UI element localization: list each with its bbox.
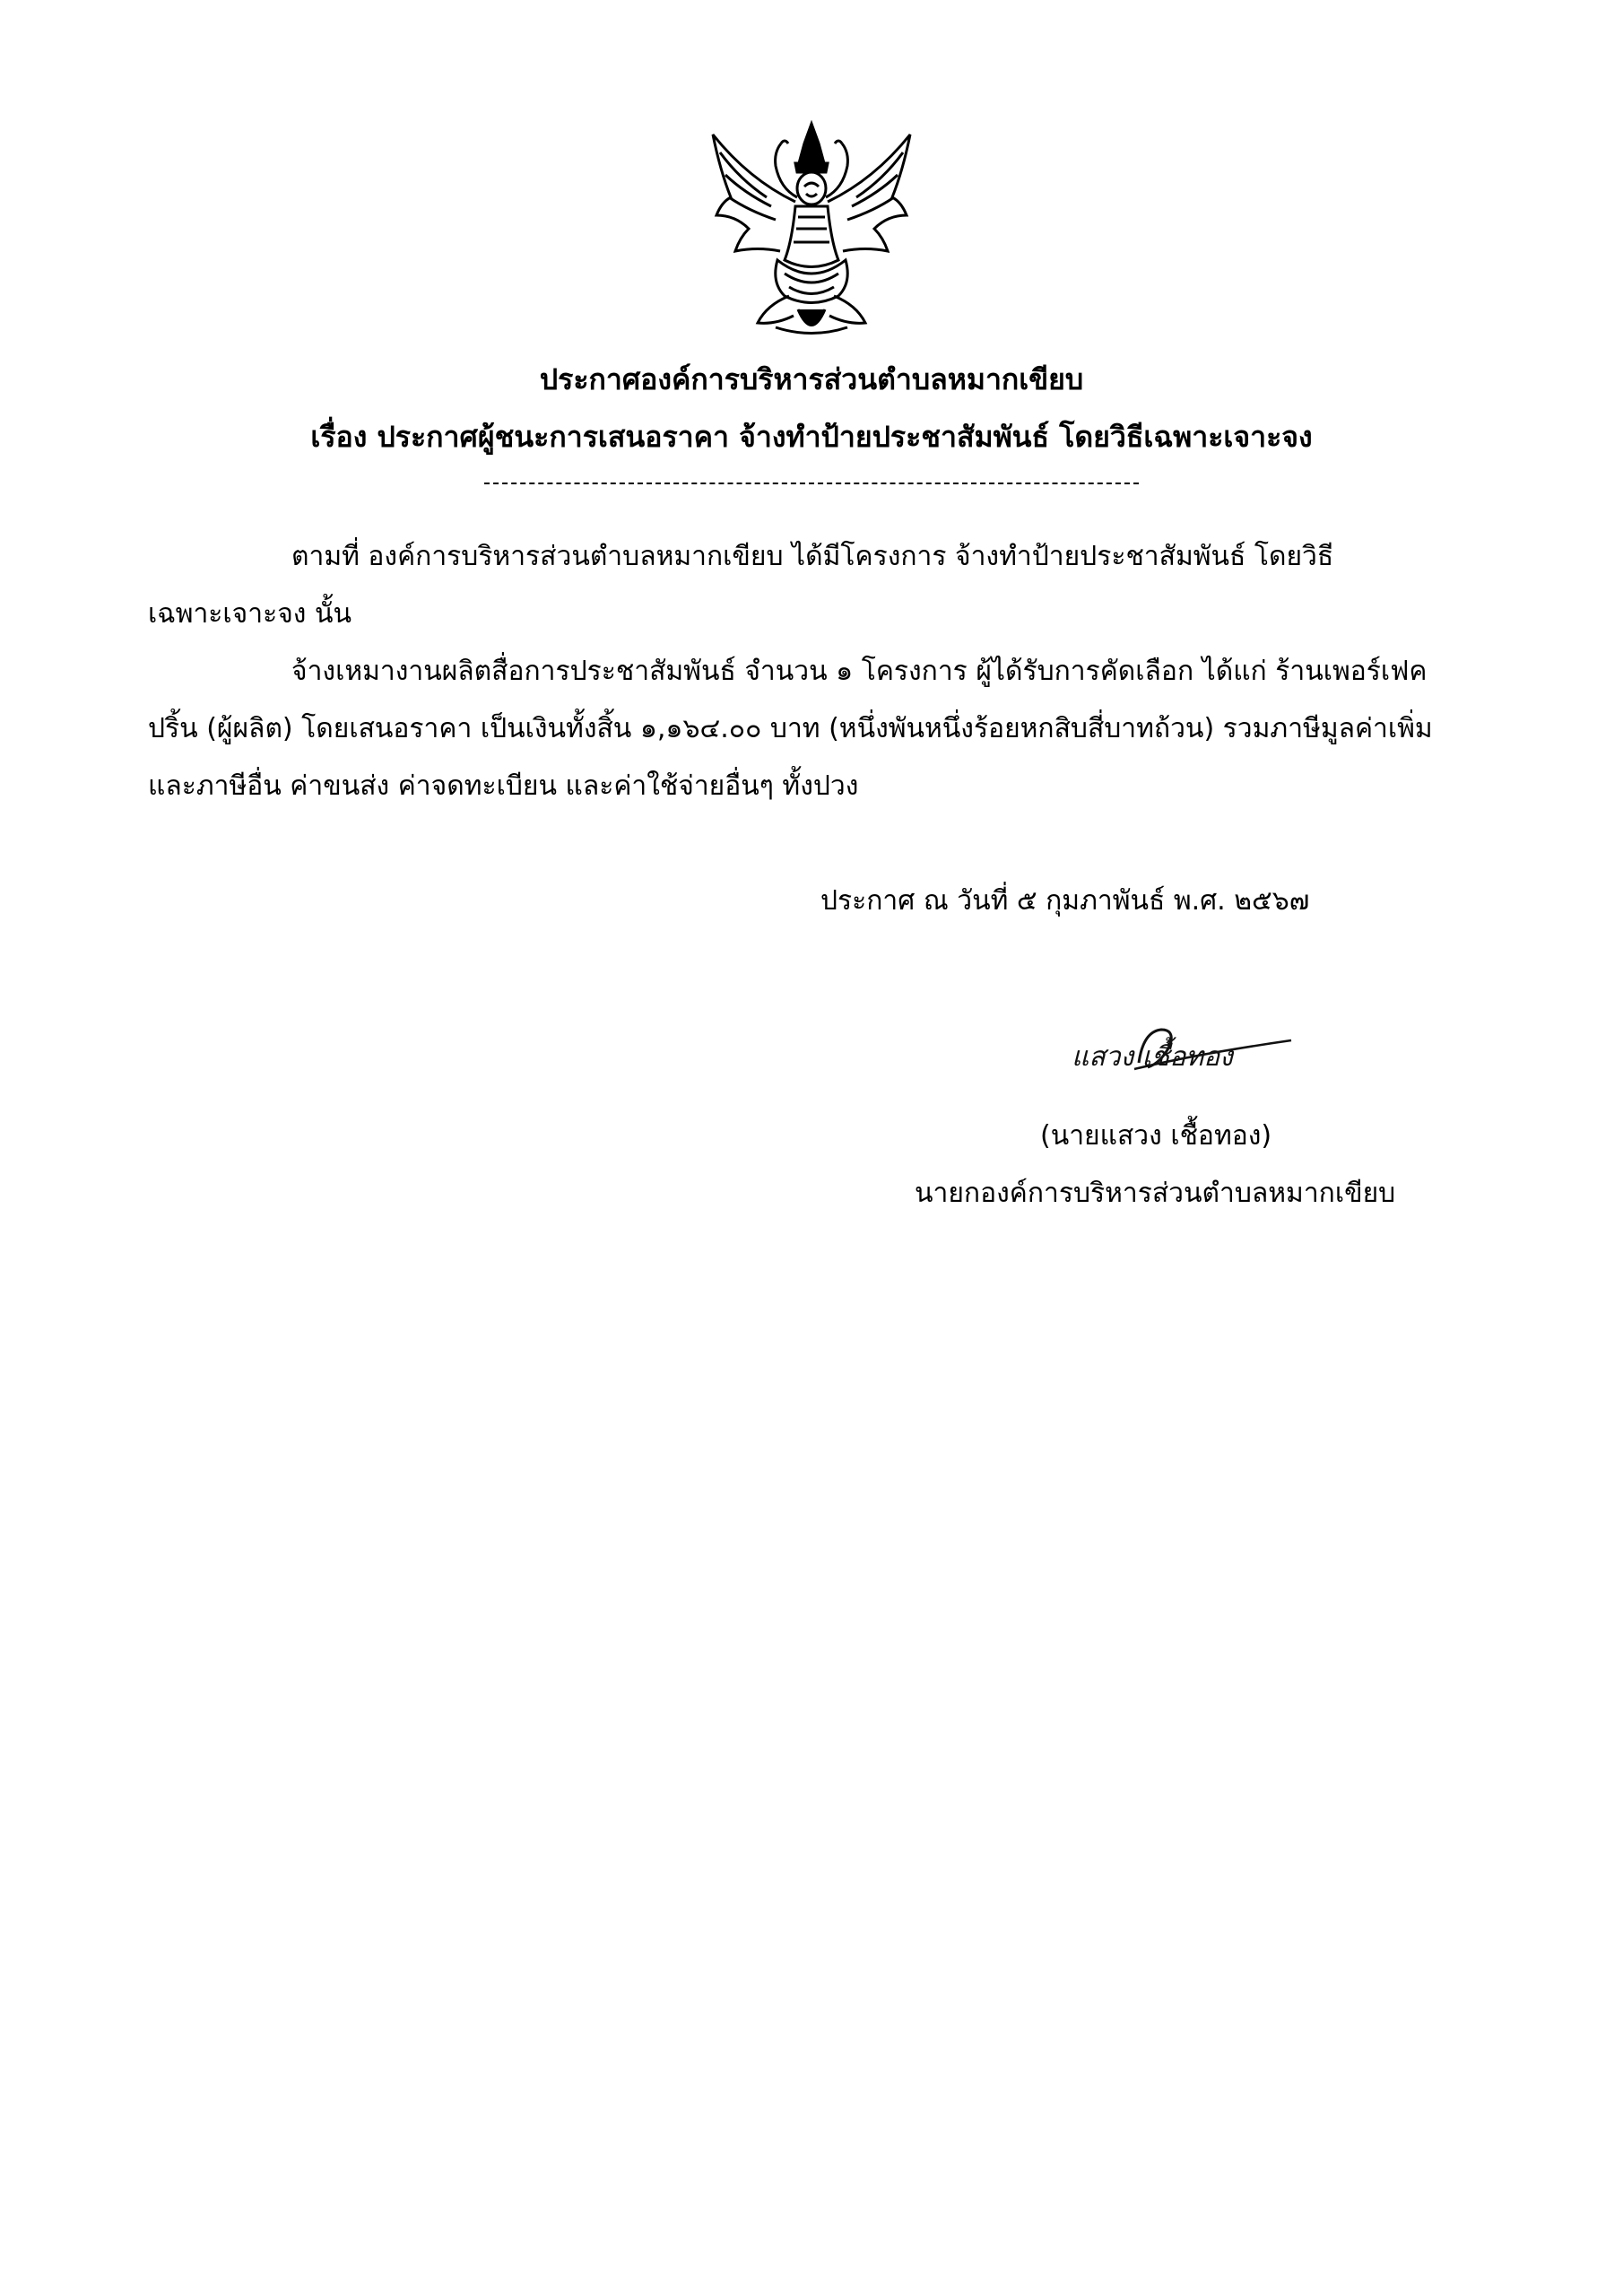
signer-position: นายกองค์การบริหารส่วนตำบลหมากเขียบ [915,1178,1396,1209]
paragraph-1-line-2: เฉพาะเจาะจง นั้น [148,598,352,630]
garuda-emblem-icon [695,117,928,345]
paragraph-2-line-2: ปริ้น (ผู้ผลิต) โดยเสนอราคา เป็นเงินทั้งสิ้น ๑,๑๖๔.๐๐ บาท (หนึ่งพันหนึ่งร้อยหกสิบสี่บาทถ้วน) รวมภาษีมูลค่าเพิ่ม [148,713,1433,744]
paragraph-2-line-1: จ้างเหมางานผลิตสื่อการประชาสัมพันธ์ จำนวน ๑ โครงการ ผู้ได้รับการคัดเลือก ได้แก่ ร้านเพอร์เฟค [291,656,1428,687]
paragraph-2-line-3: และภาษีอื่น ค่าขนส่ง ค่าจดทะเบียน และค่าใช้จ่ายอื่นๆ ทั้งปวง [148,770,859,802]
announcement-subject: เรื่อง ประกาศผู้ชนะการเสนอราคา จ้างทำป้ายประชาสัมพันธ์ โดยวิธีเฉพาะเจาะจง [310,420,1313,454]
paragraph-1-line-1: ตามที่ องค์การบริหารส่วนตำบลหมากเขียบ ได้มีโครงการ จ้างทำป้ายประชาสัมพันธ์ โดยวิธี [291,541,1334,572]
signer-name: (นายแสวง เชื้อทอง) [1040,1120,1272,1152]
handwritten-signature [1072,1013,1305,1094]
announcement-title: ประกาศองค์การบริหารส่วนตำบลหมากเขียบ [539,362,1084,396]
announcement-date: ประกาศ ณ วันที่ ๕ กุมภาพันธ์ พ.ศ. ๒๕๖๗ [820,885,1310,917]
signature-text: แสวง เชื้อทอง [1072,1041,1233,1073]
signature-stroke-icon [1072,1013,1305,1094]
separator-line [484,483,1139,484]
